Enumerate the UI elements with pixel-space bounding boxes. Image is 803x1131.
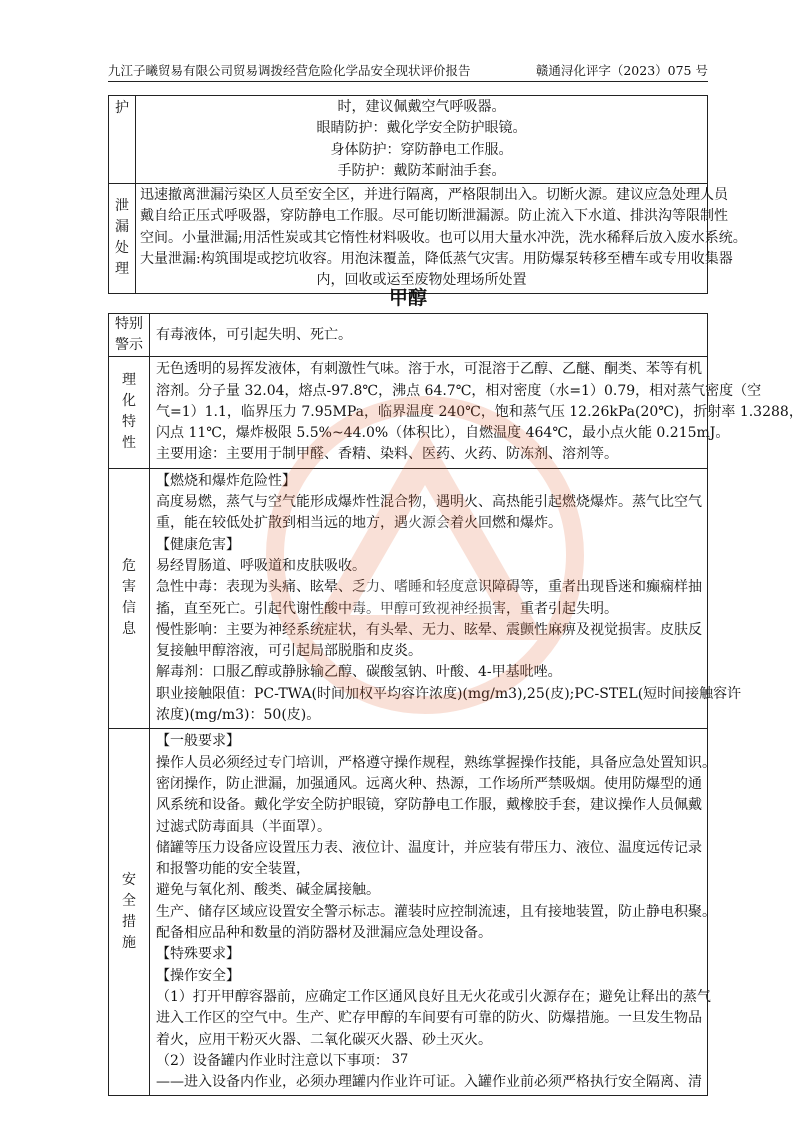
text-line: 高度易燃，蒸气与空气能形成爆炸性混合物，遇明火、高热能引起燃烧爆炸。蒸气比空气 bbox=[156, 494, 702, 511]
leak-content bbox=[136, 184, 747, 293]
hazard-content bbox=[150, 468, 742, 729]
table-row bbox=[109, 184, 708, 293]
text-line: 密闭操作，防止泄漏，加强通风。远离火种、热源，工作场所严禁吸烟。使用防爆型的通 bbox=[156, 775, 702, 792]
warning-label: 特别警示 bbox=[109, 314, 150, 357]
text-line: 内，回收或运至废物处理场所处置 bbox=[316, 272, 527, 289]
text-line: 解毒剂：口服乙醇或静脉输乙醇、碳酸氢钠、叶酸、4-甲基吡唑。 bbox=[156, 664, 562, 681]
table-row bbox=[109, 357, 708, 468]
protection-label: 护 bbox=[109, 96, 136, 184]
safety-label: 安全措施 bbox=[109, 729, 150, 1096]
text-line: 闪点 11℃，爆炸极限 5.5%~44.0%（体积比），自燃温度 464℃，最小点火能 0.215mJ。 bbox=[156, 425, 730, 442]
warning-content bbox=[150, 314, 708, 357]
protection-leak-table bbox=[108, 95, 747, 294]
text-line: 和报警功能的安全装置， bbox=[156, 861, 310, 878]
table-row bbox=[109, 468, 708, 729]
text-line: 身体防护：穿防静电工作服。 bbox=[330, 141, 513, 158]
table-row bbox=[109, 96, 708, 184]
text-line: 操作人员必须经过专门培训，严格遵守操作规程，熟练掌握操作技能，具备应急处置知识。 bbox=[156, 754, 716, 771]
text-line: 【特殊要求】 bbox=[156, 946, 240, 963]
text-line: 搐，直至死亡。引起代谢性酸中毒。甲醇可致视神经损害，重者引起失明。 bbox=[156, 600, 618, 617]
report-number: 赣通浔化评字（2023）075 号 bbox=[535, 63, 708, 78]
text-line: 慢性影响：主要为神经系统症状，有头晕、无力、眩晕、震颤性麻痹及视觉损害。皮肤反 bbox=[156, 621, 702, 638]
hazard-label: 危害信息 bbox=[109, 468, 150, 729]
text-line: 避免与氧化剂、酸类、碱金属接触。 bbox=[156, 882, 380, 899]
table-row bbox=[109, 314, 708, 357]
text-line: 迅速撤离泄漏污染区人员至安全区，并进行隔离，严格限制出入。切断火源。建议应急处理人员 bbox=[140, 187, 728, 204]
safety-content bbox=[150, 729, 716, 1096]
text-line: 空间。小量泄漏;用活性炭或其它惰性材料吸收。也可以用大量水冲洗，洗水稀释后放入废水系统。 bbox=[140, 229, 747, 246]
text-line: （1）打开甲醇容器前，应确定工作区通风良好且无火花或引火源存在；避免让释出的蒸气 bbox=[156, 988, 711, 1005]
text-line: 溶剂。分子量 32.04，熔点-97.8℃，沸点 64.7℃，相对密度（水=1）0.79，相对蒸气密度（空 bbox=[156, 382, 762, 399]
text-line: （2）设备罐内作业时注意以下事项： bbox=[156, 1052, 389, 1069]
text-line: 大量泄漏:构筑围堤或挖坑收容。用泡沫覆盖，降低蒸气灾害。用防爆泵转移至槽车或专用收集器 bbox=[140, 251, 733, 268]
leak-label: 泄漏处理 bbox=[109, 184, 136, 293]
text-line: 气=1）1.1，临界压力 7.95MPa，临界温度 240℃，饱和蒸气压 12.26kPa(20℃)，折射率 1.3288， bbox=[156, 403, 803, 420]
properties-content bbox=[150, 357, 803, 468]
table-row bbox=[109, 729, 708, 1096]
text-line: 风系统和设备。戴化学安全防护眼镜，穿防静电工作服，戴橡胶手套，建议操作人员佩戴 bbox=[156, 797, 702, 814]
text-line: 戴自给正压式呼吸器，穿防静电工作服。尽可能切断泄漏源。防止流入下水道、排洪沟等限制性 bbox=[140, 208, 728, 225]
text-line: 【燃烧和爆炸危险性】 bbox=[156, 472, 296, 489]
text-line: 浓度)(mg/m3)：50(皮)。 bbox=[156, 707, 321, 724]
text-line: 过滤式防毒面具（半面罩）。 bbox=[156, 818, 331, 835]
text-line: 急性中毒：表现为头痛、眩晕、乏力、嗜睡和轻度意识障碍等，重者出现昏迷和癫痫样抽 bbox=[156, 579, 702, 596]
text-line: ——进入设备内作业，必须办理罐内作业许可证。入罐作业前必须严格执行安全隔离、清 bbox=[156, 1074, 702, 1091]
text-line: 【操作安全】 bbox=[156, 967, 240, 984]
page-header bbox=[108, 55, 708, 82]
text-line: 职业接触限值：PC-TWA(时间加权平均容许浓度)(mg/m3),25(皮);PC-STEL(短时间接触容许 bbox=[156, 685, 742, 702]
page-number: 37 bbox=[391, 1052, 409, 1067]
company-report-title: 九江子曦贸易有限公司贸易调拨经营危险化学品安全现状评价报告 bbox=[108, 63, 471, 78]
text-line: 手防护：戴防苯耐油手套。 bbox=[337, 162, 506, 179]
properties-label: 理化特性 bbox=[109, 357, 150, 468]
section-title: 甲醇 bbox=[388, 287, 427, 309]
text-line: 时，建议佩戴空气呼吸器。 bbox=[337, 99, 506, 115]
text-line: 储罐等压力设备应设置压力表、液位计、温度计，并应装有带压力、液位、温度远传记录 bbox=[156, 839, 702, 856]
methanol-info-table bbox=[108, 313, 803, 1096]
text-line: 眼睛防护：戴化学安全防护眼镜。 bbox=[316, 120, 527, 137]
text-line: 着火，应用干粉灭火器、二氧化碳灭火器、砂土灭火。 bbox=[156, 1031, 492, 1048]
text-line: 生产、储存区域应设置安全警示标志。灌装时应控制流速，且有接地装置，防止静电积聚。 bbox=[156, 903, 716, 920]
text-line: 复接触甲醇溶液，可引起局部脱脂和皮炎。 bbox=[156, 643, 422, 660]
protection-content bbox=[136, 96, 708, 184]
text-line: 进入工作区的空气中。生产、贮存甲醇的车间要有可靠的防火、防爆措施。一旦发生物品 bbox=[156, 1010, 702, 1027]
text-line: 【健康危害】 bbox=[156, 536, 240, 553]
text-line: 配备相应品种和数量的消防器材及泄漏应急处理设备。 bbox=[156, 925, 492, 942]
text-line: 主要用途：主要用于制甲醛、香精、染料、医药、火药、防冻剂、溶剂等。 bbox=[156, 446, 618, 463]
text-line: 无色透明的易挥发液体，有刺激性气味。溶于水，可混溶于乙醇、乙醚、酮类、苯等有机 bbox=[156, 361, 702, 378]
text-line: 【一般要求】 bbox=[156, 733, 240, 750]
text-line: 有毒液体，可引起失明、死亡。 bbox=[156, 326, 352, 343]
text-line: 重，能在较低处扩散到相当远的地方，遇火源会着火回燃和爆炸。 bbox=[156, 515, 562, 532]
text-line: 易经胃肠道、呼吸道和皮肤吸收。 bbox=[156, 557, 366, 574]
